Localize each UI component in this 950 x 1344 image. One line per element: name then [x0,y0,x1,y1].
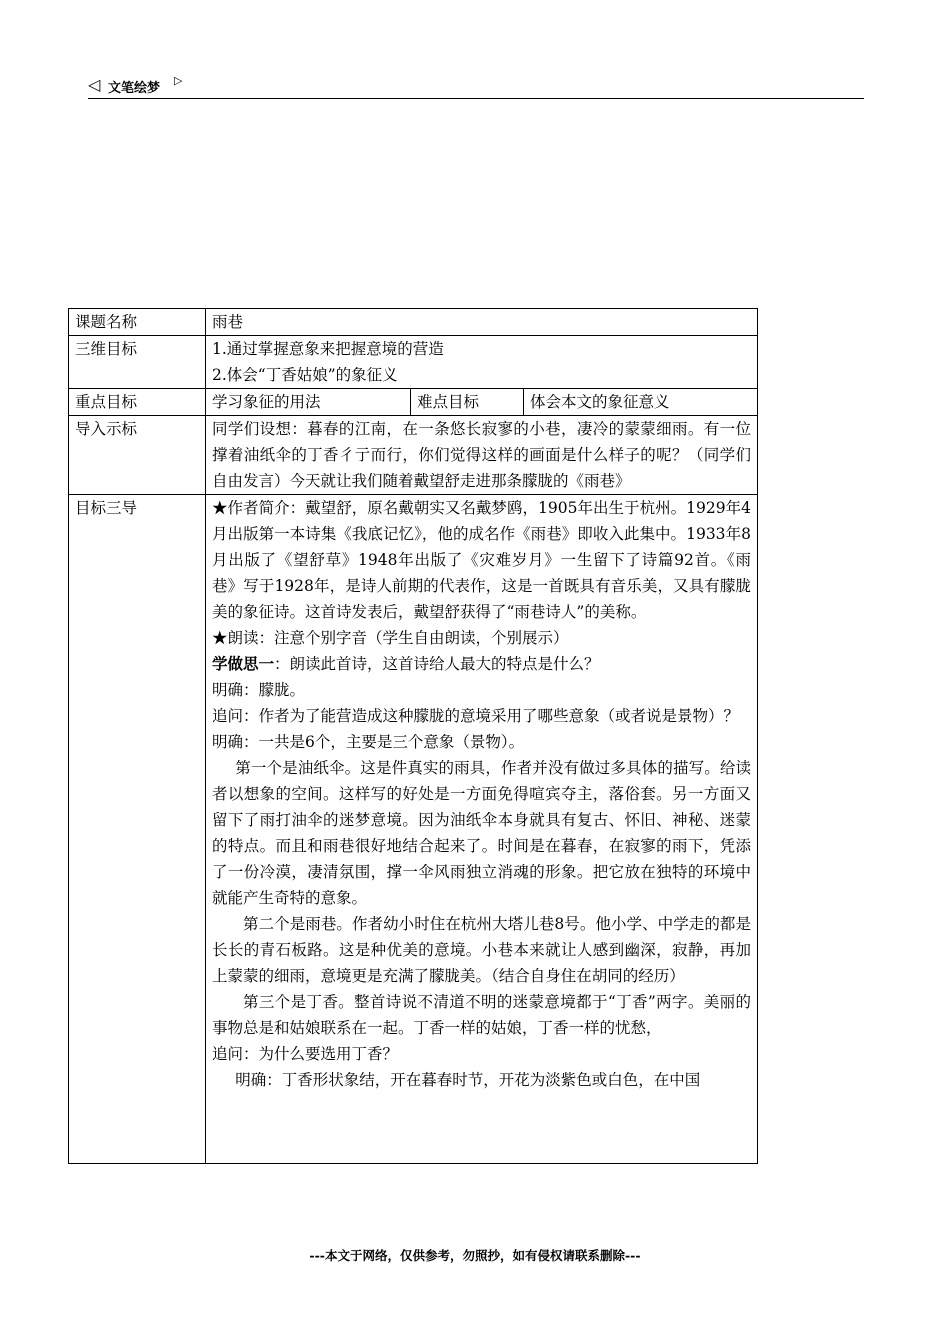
paragraph: ★朗读：注意个别字音（学生自由朗读，个别展示） [212,629,569,647]
row-label: 目标三导 [69,495,206,1164]
table-row [69,389,758,416]
row-label: 课题名称 [69,309,206,336]
paragraph: 第三个是丁香。整首诗说不清道不明的迷蒙意境都于“丁香”两字。美丽的事物总是和姑娘联系在一起。丁香一样的姑娘，丁香一样的忧愁， [212,993,751,1037]
table-row [69,336,758,389]
bold-label: 学做思一 [212,654,275,673]
main-content [206,495,758,1164]
intro-text: 同学们设想：暮春的江南，在一条悠长寂寥的小巷，凄冷的蒙蒙细雨。有一位撑着油纸伞的丁香彳亍而行，你们觉得这样的画面是什么样子的呢？（同学们自由发言）今天就让我们随着戴望舒走进那条朦胧的《雨巷》 [206,416,758,495]
triangle-left-icon: ◁ [88,75,101,94]
table-row [69,495,758,1164]
header-brand: 文笔绘梦 [108,81,161,96]
paragraph: 追问：为什么要选用丁香？ [212,1045,399,1063]
row-label: 重点目标 [69,389,206,416]
paragraph: 追问：作者为了能营造成这种朦胧的意境采用了哪些意象（或者说是景物）？ [212,707,740,725]
lesson-title: 雨巷 [206,309,758,336]
goals-cell [206,336,758,389]
paragraph: 明确：丁香形状象结，开在暮春时节，开花为淡紫色或白色，在中国 [235,1071,701,1089]
goal-line: 2.体会“丁香姑娘”的象征义 [212,366,398,384]
paragraph: 第一个是油纸伞。这是件真实的雨具，作者并没有做过多具体的描写。给读者以想象的空间。这样写的好处是一方面免得喧宾夺主，落俗套。另一方面又留下了雨打油伞的迷梦意境。因为油纸伞本身就具有复古、怀旧、神秘、迷蒙的特点。而且和雨巷很好地结合起来了。时间是在暮春，在寂寥的雨下，凭添了一份冷漠，凄清氛围，撑一伞风雨独立消魂的形象。把它放在独特的环境中就能产生奇特的意象。 [212,759,751,907]
row-label: 导入示标 [69,416,206,495]
table-row [69,416,758,495]
paragraph: 明确：朦胧。 [212,681,306,699]
goal-line: 1.通过掌握意象来把握意境的营造 [212,340,444,358]
triangle-right-icon: ▷ [174,74,183,87]
row-label: 难点目标 [411,389,524,416]
paragraph-text: ：朗读此首诗，这首诗给人最大的特点是什么？ [274,655,600,673]
paragraph: ★作者简介：戴望舒，原名戴朝实又名戴梦鸥，1905年出生于杭州。1929年4月出版第一本诗集《我底记忆》，他的成名作《雨巷》即收入此集中。1933年8月出版了《望舒草》1948年出版了《灾难岁月》一生留下了诗篇92首。《雨巷》写于1928年，是诗人前期的代表作，这是一首既具有音乐美，又具有朦胧美的象征诗。这首诗发表后，戴望舒获得了“雨巷诗人”的美称。 [212,499,751,621]
table-row [69,309,758,336]
key-goal: 学习象征的用法 [206,389,411,416]
page-footer: ---本文于网络，仅供参考，勿照抄，如有侵权请联系删除--- [309,1248,641,1263]
paragraph: 第二个是雨巷。作者幼小时住在杭州大塔儿巷8号。他小学、中学走的都是长长的青石板路。这是种优美的意境。小巷本来就让人感到幽深，寂静，再加上蒙蒙的细雨，意境更是充满了朦胧美。（结合自身住在胡同的经历） [212,915,751,985]
hard-goal: 体会本文的象征意义 [524,389,758,416]
lesson-plan-table [68,308,758,1164]
row-label: 三维目标 [69,336,206,389]
paragraph: 明确：一共是6个，主要是三个意象（景物）。 [212,733,525,751]
page-header [88,72,864,99]
paragraph [212,651,751,677]
